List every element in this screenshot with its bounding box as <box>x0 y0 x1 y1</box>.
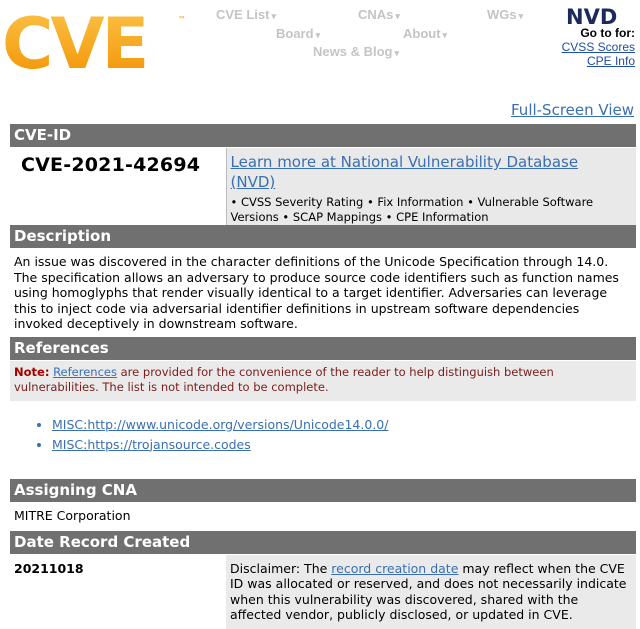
goto-title: Go to for: <box>580 26 635 40</box>
chevron-down-icon: ▾ <box>442 30 448 40</box>
nvd-features: • CVSS Severity Rating • Fix Information • Vulnerable Software Versions • SCAP Mappings • CPE Information <box>230 195 594 224</box>
cve-id: CVE-2021-42694 <box>21 154 201 176</box>
goto-panel <box>562 26 635 68</box>
full-screen-view-link[interactable]: Full-Screen View <box>511 101 634 119</box>
record-creation-date-link[interactable]: record creation date <box>331 560 459 576</box>
list-item <box>52 415 636 435</box>
svg-text:NVD: NVD <box>566 6 618 26</box>
list-item <box>52 435 636 455</box>
section-header-cve-id: CVE-ID <box>10 124 636 148</box>
nav-cve-list[interactable]: CVE List ▾ <box>216 7 276 22</box>
note-label: Note: <box>14 364 50 379</box>
disclaimer: Disclaimer: The record creation date may reflect when the CVE ID was allocated or reserved, and does not necessarily indicate when this vulnerability was discovered, shared with the affected vendor, publicly disclosed, or updated in CVE. <box>226 554 636 629</box>
references-info-link[interactable]: References <box>53 364 117 379</box>
description-text: An issue was discovered in the character definitions of the Unicode Specification through 14.0. The specification allows an adversary to produce source code identifiers such as function names using homoglyphs that render visually identical to a target identifier. Adversaries can leverage this to inject code via adversarial identifier definitions in upstream software dependencies invoked deceptively in downstream software. <box>14 254 619 331</box>
assigning-cna-value: MITRE Corporation <box>14 507 131 523</box>
cve-record-table <box>10 124 636 629</box>
date-record-created-value: 20211018 <box>14 560 84 576</box>
chevron-down-icon: ▾ <box>394 48 399 58</box>
cpe-info-link[interactable]: CPE Info <box>586 54 635 68</box>
references-note <box>10 360 636 401</box>
chevron-down-icon: ▾ <box>395 11 400 21</box>
svg-text:™: ™ <box>178 15 186 24</box>
nav-news-blog[interactable]: News & Blog ▾ <box>313 44 399 59</box>
section-header-assigning-cna: Assigning CNA <box>10 479 636 503</box>
nav-cnas[interactable]: CNAs ▾ <box>358 7 400 22</box>
chevron-down-icon: ▾ <box>518 11 524 21</box>
note-text: are provided for the convenience of the reader to help distinguish between vulnerabilities. The list is not intended to be complete. <box>14 364 554 394</box>
section-header-references: References <box>10 337 636 361</box>
cve-logo[interactable] <box>0 2 190 74</box>
nav-board[interactable]: Board ▾ <box>276 26 321 41</box>
chevron-down-icon: ▾ <box>315 30 321 40</box>
section-header-date-record-created: Date Record Created <box>10 531 636 555</box>
section-header-description: Description <box>10 225 636 249</box>
reference-link[interactable]: MISC:https://trojansource.codes <box>52 436 251 452</box>
references-list <box>10 415 636 455</box>
reference-link[interactable]: MISC:http://www.unicode.org/versions/Unicode14.0.0/ <box>52 416 389 432</box>
svg-text:CVE: CVE <box>2 3 147 74</box>
nav-wgs[interactable]: WGs ▾ <box>487 7 524 22</box>
nvd-link[interactable]: Learn more at National Vulnerability Database (NVD) <box>230 153 579 191</box>
site-header <box>0 0 640 100</box>
nvd-logo[interactable] <box>566 6 636 26</box>
chevron-down-icon: ▾ <box>271 11 276 21</box>
cvss-scores-link[interactable]: CVSS Scores <box>561 40 635 54</box>
nav-about[interactable]: About ▾ <box>403 26 448 41</box>
references-list-container <box>10 401 636 479</box>
